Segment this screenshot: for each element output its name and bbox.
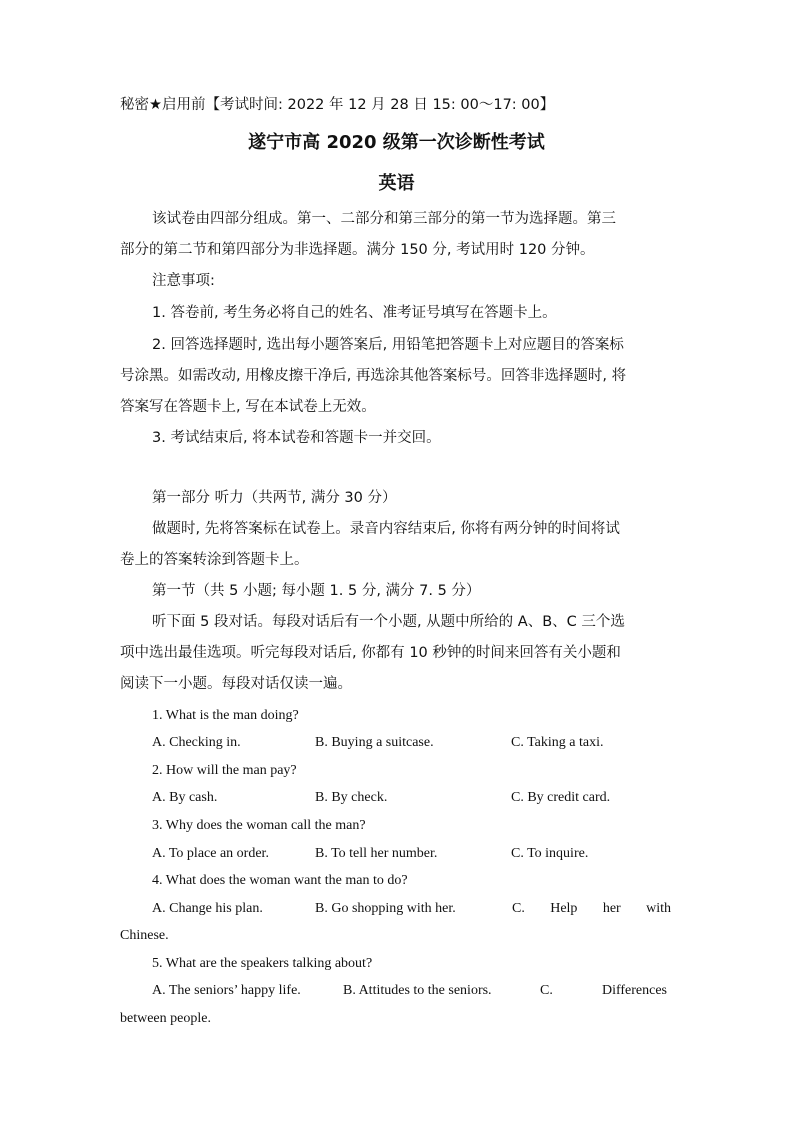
question-3-option-c: C. To inquire. bbox=[511, 846, 589, 861]
question-3-option-a: A. To place an order. bbox=[152, 846, 269, 861]
exam-title: 遂宁市高 2020 级第一次诊断性考试 bbox=[248, 132, 545, 153]
question-1-option-c: C. Taking a taxi. bbox=[511, 735, 604, 750]
notes-heading: 注意事项: bbox=[152, 273, 215, 289]
question-4-stem: 4. What does the woman want the man to do? bbox=[152, 873, 408, 888]
question-4-option-a: A. Change his plan. bbox=[152, 901, 263, 916]
question-5-option-c-word-1: Differences bbox=[601, 983, 667, 998]
part1-heading: 第一部分 听力（共两节, 满分 30 分） bbox=[152, 490, 397, 506]
question-2-option-a: A. By cash. bbox=[152, 790, 218, 805]
note-2-line-1: 2. 回答选择题时, 选出每小题答案后, 用铅笔把答题卡上对应题目的答案标 bbox=[152, 337, 624, 353]
question-5-stem: 5. What are the speakers talking about? bbox=[152, 956, 373, 971]
section1-instructions-line-2: 项中选出最佳选项。听完每段对话后, 你都有 10 秒钟的时间来回答有关小题和 bbox=[120, 645, 621, 661]
question-4-option-c-word-1: Help bbox=[550, 901, 578, 916]
intro-line-2: 部分的第二节和第四部分为非选择题。满分 150 分, 考试用时 120 分钟。 bbox=[120, 242, 595, 258]
part1-instructions-line-1: 做题时, 先将答案标在试卷上。录音内容结束后, 你将有两分钟的时间将试 bbox=[152, 521, 620, 537]
question-2-option-b: B. By check. bbox=[315, 790, 388, 805]
question-5-option-b: B. Attitudes to the seniors. bbox=[343, 983, 492, 998]
question-5-option-c bbox=[540, 981, 667, 1001]
question-5-option-c-letter: C. bbox=[540, 983, 553, 998]
question-4-option-c-word-2: her bbox=[602, 901, 621, 916]
question-2-option-c: C. By credit card. bbox=[511, 790, 611, 805]
intro-line-1: 该试卷由四部分组成。第一、二部分和第三部分的第一节为选择题。第三 bbox=[152, 211, 616, 227]
question-4-option-b: B. Go shopping with her. bbox=[315, 901, 456, 916]
part1-instructions-line-2: 卷上的答案转涂到答题卡上。 bbox=[120, 552, 309, 568]
question-4-option-c-continued: Chinese. bbox=[120, 928, 169, 943]
question-5-option-a: A. The seniors’ happy life. bbox=[152, 983, 301, 998]
confidential-header: 秘密★启用前【考试时间: 2022 年 12 月 28 日 15: 00～17: 00】 bbox=[120, 97, 555, 113]
question-1-option-a: A. Checking in. bbox=[152, 735, 241, 750]
question-1-stem: 1. What is the man doing? bbox=[152, 708, 299, 723]
question-2-stem: 2. How will the man pay? bbox=[152, 763, 297, 778]
question-4-option-c-word-3: with bbox=[646, 901, 671, 916]
note-2-line-2: 号涂黑。如需改动, 用橡皮擦干净后, 再选涂其他答案标号。回答非选择题时, 将 bbox=[120, 368, 627, 384]
note-3: 3. 考试结束后, 将本试卷和答题卡一并交回。 bbox=[152, 430, 441, 446]
question-5-option-c-continued: between people. bbox=[120, 1011, 211, 1026]
section1-instructions-line-3: 阅读下一小题。每段对话仅读一遍。 bbox=[120, 676, 352, 692]
note-2-line-3: 答案写在答题卡上, 写在本试卷上无效。 bbox=[120, 399, 376, 415]
question-3-option-b: B. To tell her number. bbox=[315, 846, 438, 861]
question-1-option-b: B. Buying a suitcase. bbox=[315, 735, 434, 750]
question-3-stem: 3. Why does the woman call the man? bbox=[152, 818, 366, 833]
question-4-option-c bbox=[512, 899, 671, 919]
question-4-option-c-letter: C. bbox=[512, 901, 525, 916]
note-1: 1. 答卷前, 考生务必将自己的姓名、准考证号填写在答题卡上。 bbox=[152, 305, 557, 321]
section1-heading: 第一节（共 5 小题; 每小题 1. 5 分, 满分 7. 5 分） bbox=[152, 583, 481, 599]
section1-instructions-line-1: 听下面 5 段对话。每段对话后有一个小题, 从题中所给的 A、B、C 三个选 bbox=[152, 614, 625, 630]
subject-title: 英语 bbox=[378, 173, 415, 194]
